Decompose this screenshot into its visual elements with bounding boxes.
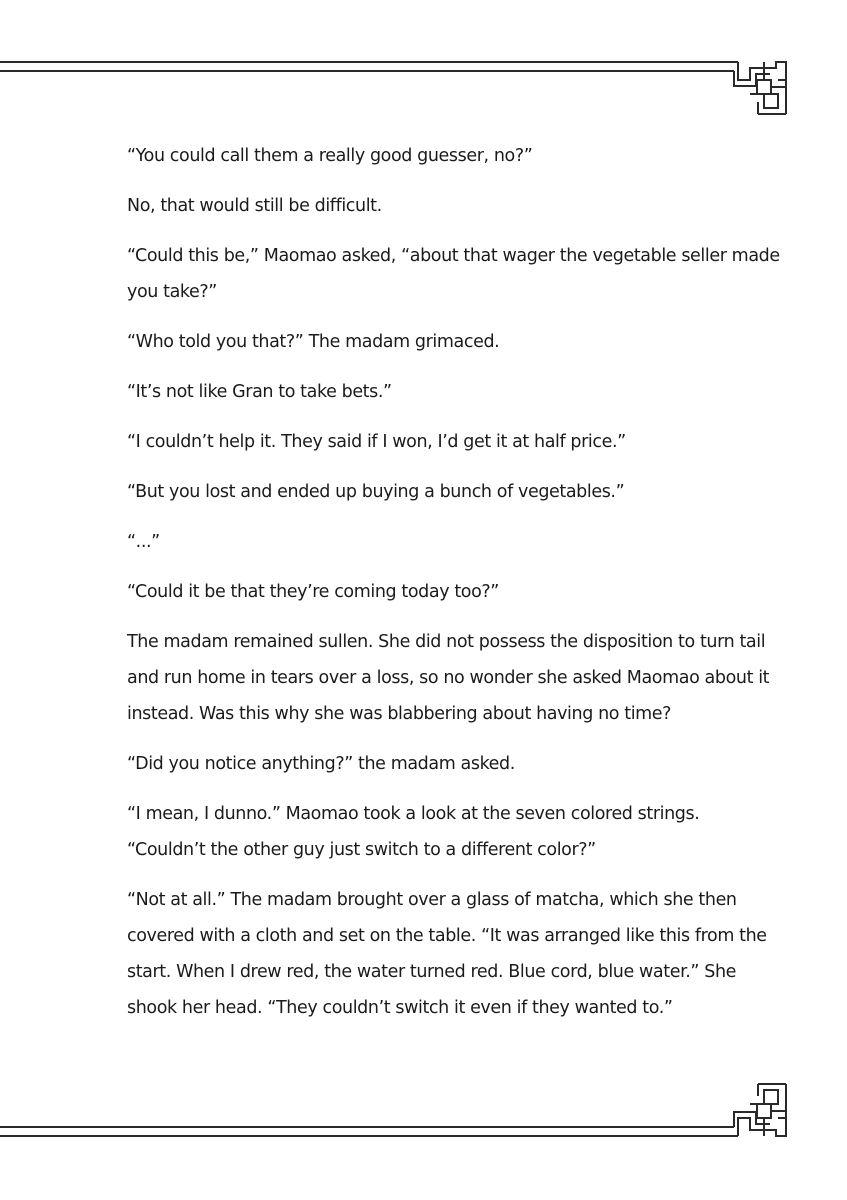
paragraph: “I couldn’t help it. They said if I won, I’d get it at half price.” [127, 432, 626, 452]
paragraph: The madam remained sullen. She did not possess the disposition to turn tail and run home in tears over a loss, so no wonder she asked Maomao about it instead. Was this why she was blabbering about having no time? [127, 632, 770, 724]
top-border-ornament [0, 58, 847, 118]
paragraph: “Who told you that?” The madam grimaced. [127, 332, 500, 352]
bottom-lattice-ornament-icon [734, 1084, 786, 1136]
paragraph: “But you lost and ended up buying a bunch of vegetables.” [127, 482, 625, 502]
paragraph: “Could this be,” Maomao asked, “about that wager the vegetable seller made you take?” [127, 246, 780, 302]
paragraph: “...” [127, 532, 160, 552]
bottom-border-ornament [0, 1082, 847, 1142]
paragraph: “You could call them a really good guesser, no?” [127, 146, 533, 166]
chapter-text [127, 138, 782, 1040]
paragraph: No, that would still be difficult. [127, 196, 382, 216]
top-lattice-ornament-icon [734, 62, 786, 114]
paragraph: “Did you notice anything?” the madam asked. [127, 754, 515, 774]
paragraph: “Could it be that they’re coming today too?” [127, 582, 499, 602]
paragraph: “It’s not like Gran to take bets.” [127, 382, 392, 402]
paragraph: “I mean, I dunno.” Maomao took a look at the seven colored strings. “Couldn’t the other guy just switch to a different color?” [127, 804, 700, 860]
paragraph: “Not at all.” The madam brought over a glass of matcha, which she then covered with a cloth and set on the table. “It was arranged like this from the start. When I drew red, the water turned red. Blue cord, blue water.” She shook her head. “They couldn’t switch it even if they wanted to.” [127, 890, 767, 1018]
